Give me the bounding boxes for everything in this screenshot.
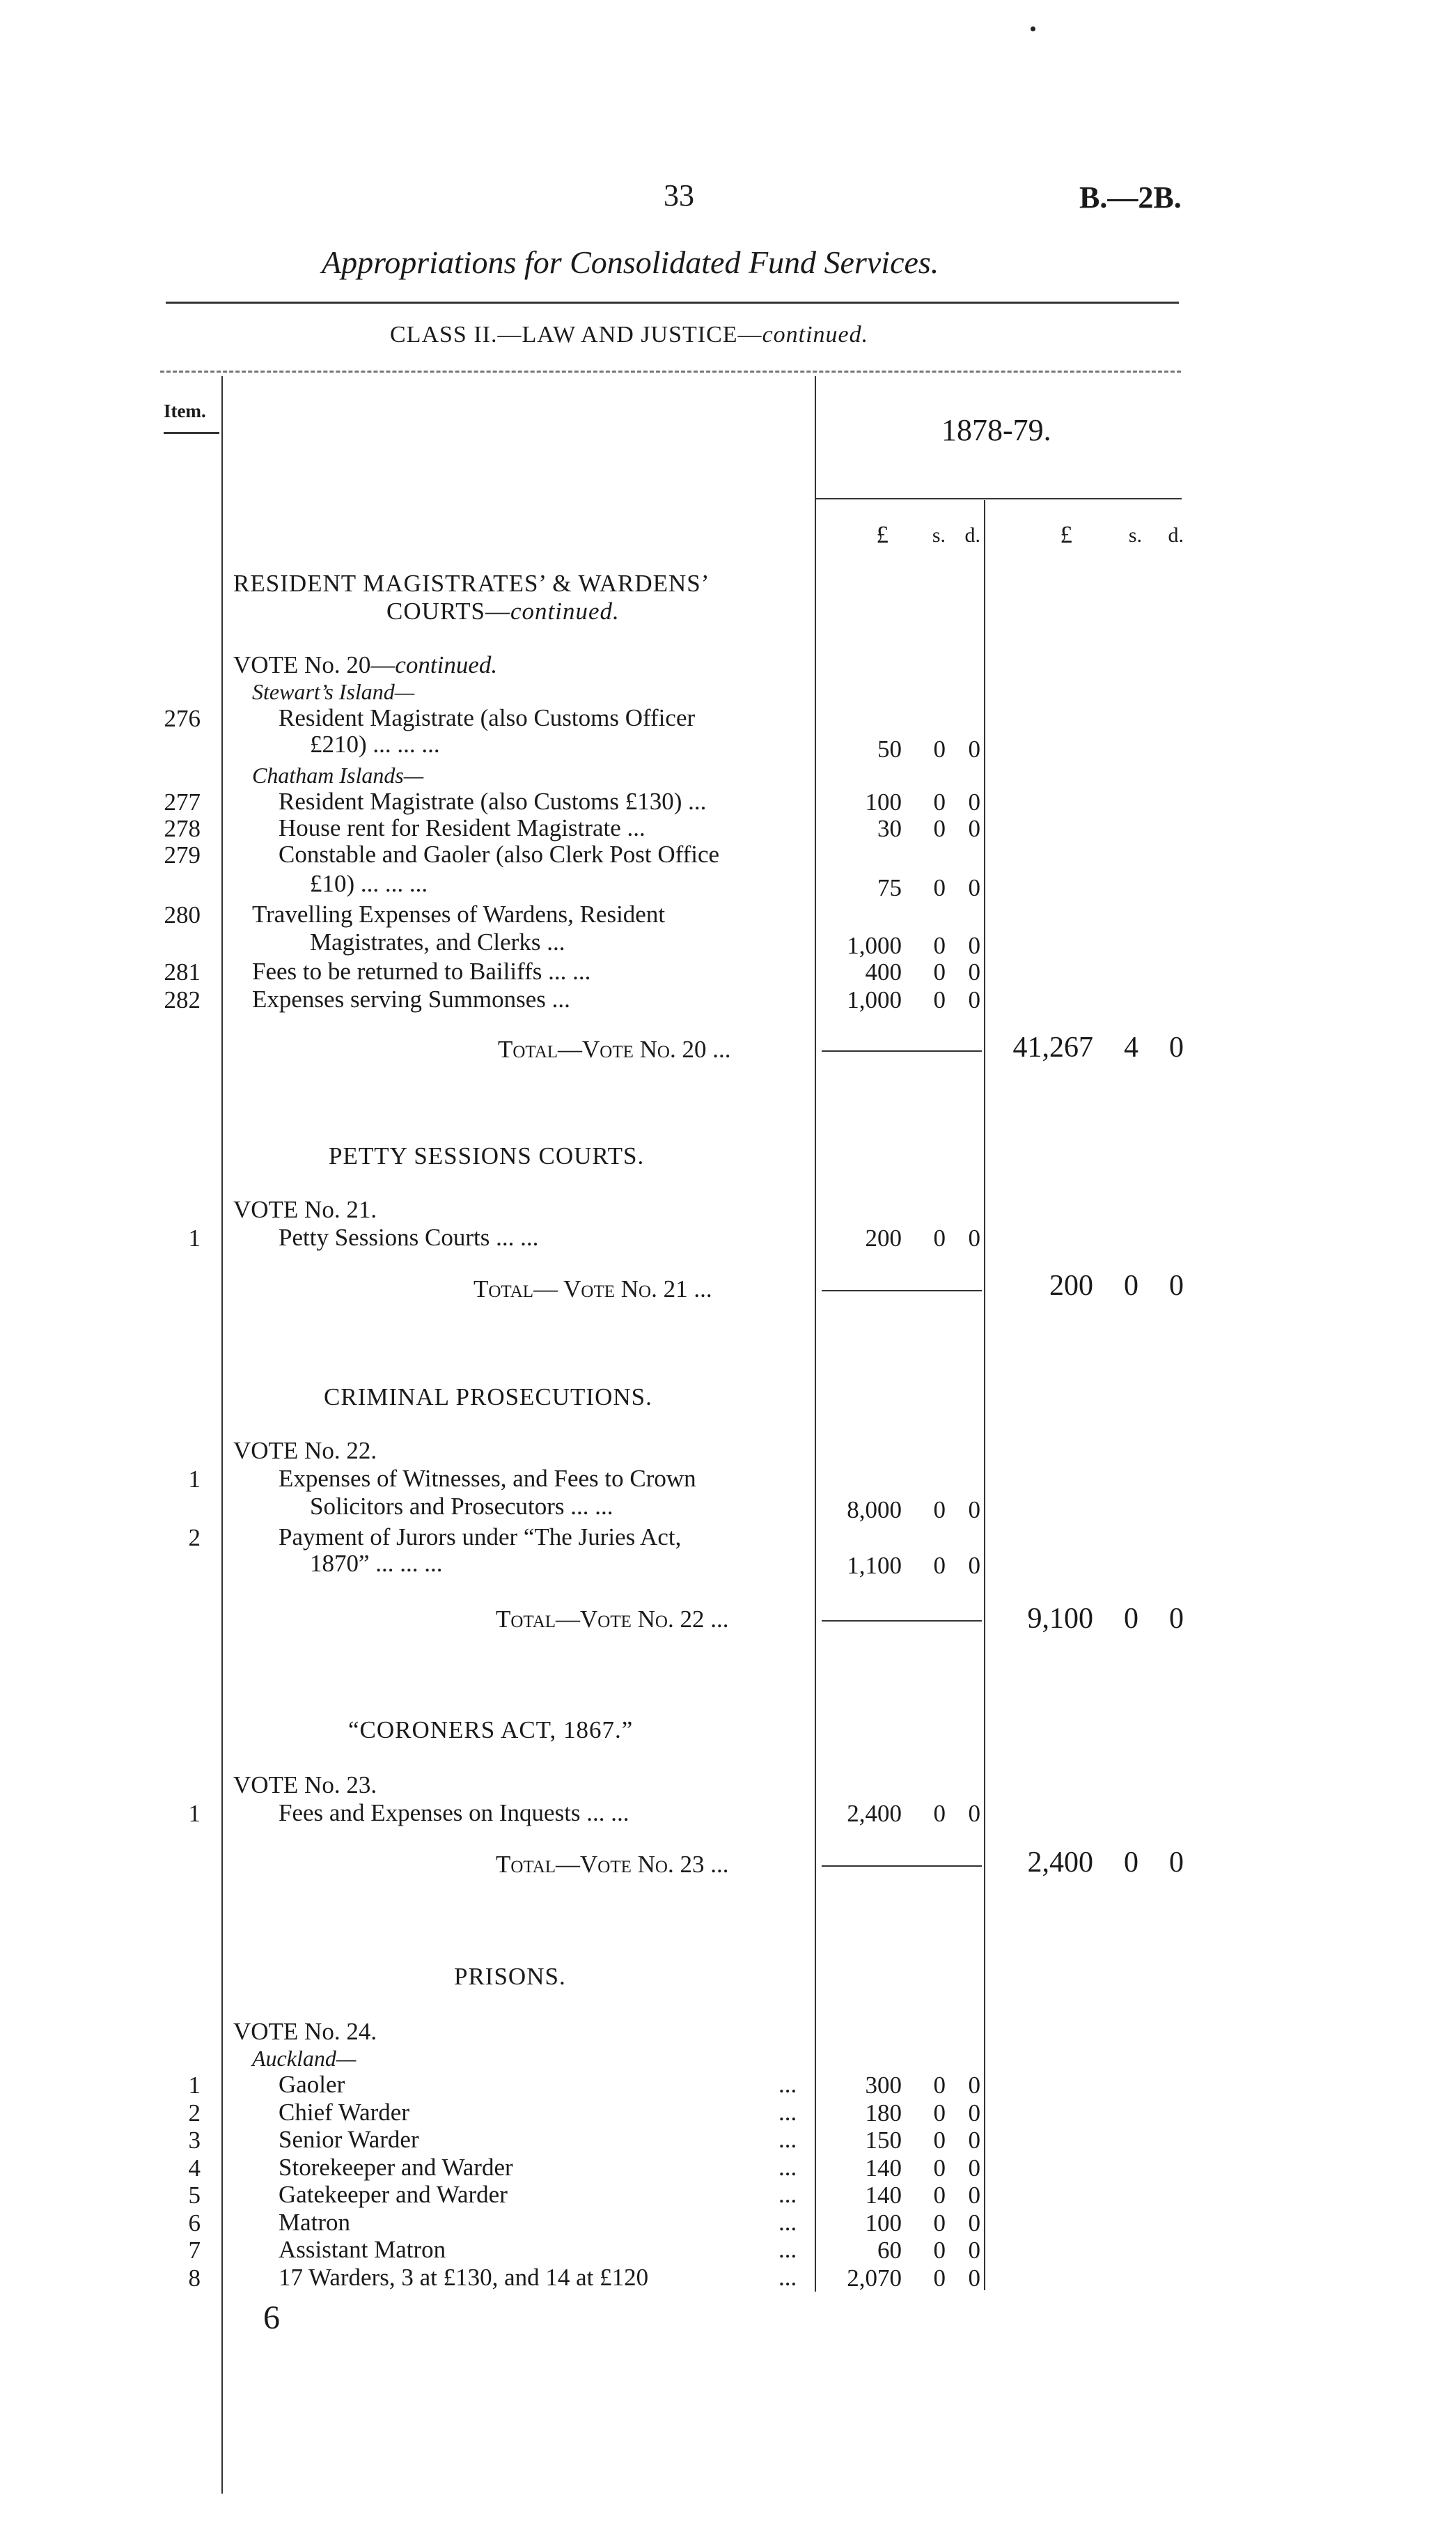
amount-pounds: 1,100 <box>847 1552 902 1579</box>
amount-shillings: 0 <box>933 2209 946 2237</box>
amount-pounds: 180 <box>865 2099 902 2127</box>
amount-pence: 0 <box>968 2099 980 2127</box>
class-rule <box>160 371 1181 373</box>
vote-23-heading: VOTE No. 23. <box>233 1771 377 1798</box>
amount-pounds: 1,000 <box>847 986 902 1013</box>
subheading-auckland: Auckland— <box>252 2046 357 2071</box>
section-heading-petty-sessions: PETTY SESSIONS COURTS. <box>329 1142 645 1169</box>
item-number: 282 <box>164 986 201 1013</box>
item-number: 4 <box>188 2154 201 2182</box>
pound-header: £ <box>876 521 889 548</box>
item-number: 2 <box>188 2099 201 2127</box>
item-number: 280 <box>164 901 201 928</box>
item-number: 1 <box>188 2071 201 2099</box>
amount-pounds: 75 <box>877 874 902 901</box>
leader-dots: ... <box>778 2071 797 2098</box>
vote-24-heading: VOTE No. 24. <box>233 2018 377 2045</box>
section-heading-resident-magistrates: RESIDENT MAGISTRATES’ & WARDENS’ <box>233 570 710 597</box>
amount-pounds: 30 <box>877 815 902 842</box>
amount-pounds: 8,000 <box>847 1496 902 1523</box>
amount-pence: 0 <box>968 958 980 986</box>
amount-shillings: 0 <box>933 1225 946 1252</box>
item-header-rule <box>164 432 219 434</box>
amount-pence: 0 <box>968 2071 980 2099</box>
amount-shillings: 0 <box>933 1552 946 1579</box>
amount-pounds: 2,070 <box>847 2264 902 2292</box>
amount-shillings: 0 <box>933 2264 946 2292</box>
row-description: Gatekeeper and Warder <box>279 2181 508 2208</box>
amount-pence: 0 <box>968 2182 980 2209</box>
pence-header: d. <box>964 524 980 547</box>
leader-dots: ... <box>778 2209 797 2236</box>
amount-pence: 0 <box>968 1496 980 1523</box>
item-number: 1 <box>188 1800 201 1827</box>
amount-pence: 0 <box>968 2209 980 2237</box>
row-description-cont: £210) ... ... ... <box>310 731 440 758</box>
total-vote-22-pounds: 9,100 <box>1027 1603 1093 1635</box>
row-description: Assistant Matron <box>279 2236 446 2263</box>
amount-pounds: 50 <box>877 736 902 763</box>
row-description: Resident Magistrate (also Customs £130) ... <box>279 788 707 815</box>
row-description: Storekeeper and Warder <box>279 2154 513 2181</box>
total-vote-20-shillings: 4 <box>1124 1032 1138 1064</box>
amount-pounds: 2,400 <box>847 1800 902 1827</box>
subheading-stewarts-island: Stewart’s Island— <box>252 679 415 704</box>
row-description: House rent for Resident Magistrate ... <box>279 814 645 841</box>
amount-shillings: 0 <box>933 736 946 763</box>
year-rule <box>816 498 1182 499</box>
total-pound-header: £ <box>1060 521 1072 548</box>
total-rule <box>822 1620 982 1622</box>
amount-pence: 0 <box>968 874 980 901</box>
row-description: 17 Warders, 3 at £130, and 14 at £120 <box>279 2264 649 2291</box>
document-reference: B.—2B. <box>1079 180 1182 215</box>
total-rule <box>822 1050 982 1052</box>
title-rule <box>166 302 1179 304</box>
amount-pence: 0 <box>968 932 980 959</box>
total-vote-20-pence: 0 <box>1169 1032 1184 1064</box>
amount-pence: 0 <box>968 1552 980 1579</box>
row-description: Expenses serving Summonses ... <box>252 986 570 1013</box>
amount-shillings: 0 <box>933 1800 946 1827</box>
amount-pounds: 300 <box>865 2071 902 2099</box>
row-description-cont: Magistrates, and Clerks ... <box>310 928 565 956</box>
section-heading-coroners-act: “CORONERS ACT, 1867.” <box>348 1716 634 1743</box>
vote-21-heading: VOTE No. 21. <box>233 1196 377 1223</box>
amount-pence: 0 <box>968 2237 980 2264</box>
class-heading: CLASS II.—LAW AND JUSTICE—continued. <box>390 322 869 348</box>
amount-pence: 0 <box>968 736 980 763</box>
leader-dots: ... <box>778 2181 797 2208</box>
row-description: Petty Sessions Courts ... ... <box>279 1224 539 1251</box>
amount-shillings: 0 <box>933 1496 946 1523</box>
leader-dots: ... <box>778 2236 797 2263</box>
total-rule <box>822 1865 982 1867</box>
section-heading-criminal-prosecutions: CRIMINAL PROSECUTIONS. <box>324 1383 652 1410</box>
total-vote-22-label: Total—Vote No. 22 ... <box>496 1606 729 1633</box>
item-number: 6 <box>188 2209 201 2237</box>
total-vote-23-pounds: 2,400 <box>1027 1847 1093 1879</box>
page-number: 33 <box>664 178 694 212</box>
amount-shillings: 0 <box>933 874 946 901</box>
leader-dots: ... <box>778 2099 797 2126</box>
amount-pence: 0 <box>968 2127 980 2154</box>
row-description: Travelling Expenses of Wardens, Resident <box>252 901 666 928</box>
signature-mark: 6 <box>263 2299 280 2336</box>
total-vote-21-shillings: 0 <box>1124 1270 1138 1302</box>
amount-pounds: 150 <box>865 2127 902 2154</box>
amount-pence: 0 <box>968 2264 980 2292</box>
total-rule <box>822 1290 982 1291</box>
amount-pounds: 140 <box>865 2182 902 2209</box>
amount-shillings: 0 <box>933 932 946 959</box>
ink-dot <box>1031 26 1035 31</box>
total-vote-21-pence: 0 <box>1169 1270 1184 1302</box>
item-column-divider <box>221 376 223 2494</box>
amount-pounds: 1,000 <box>847 932 902 959</box>
row-description: Constable and Gaoler (also Clerk Post Office <box>279 841 720 868</box>
item-number: 1 <box>188 1225 201 1252</box>
row-description: Gaoler <box>279 2071 345 2098</box>
row-description-cont: 1870” ... ... ... <box>310 1550 443 1577</box>
item-number: 3 <box>188 2127 201 2154</box>
leader-dots: ... <box>778 2126 797 2153</box>
row-description: Matron <box>279 2209 351 2236</box>
total-column-divider <box>984 500 985 2290</box>
amount-pence: 0 <box>968 1225 980 1252</box>
item-number: 2 <box>188 1524 201 1551</box>
amount-pence: 0 <box>968 1800 980 1827</box>
total-vote-23-pence: 0 <box>1169 1847 1184 1879</box>
amount-pounds: 200 <box>865 1225 902 1252</box>
item-number: 281 <box>164 958 201 986</box>
amount-pounds: 100 <box>865 788 902 816</box>
row-description: Expenses of Witnesses, and Fees to Crown <box>279 1465 696 1492</box>
total-vote-22-pence: 0 <box>1169 1603 1184 1635</box>
shilling-header: s. <box>932 524 946 547</box>
amount-shillings: 0 <box>933 958 946 986</box>
item-number: 1 <box>188 1466 201 1493</box>
year-heading: 1878-79. <box>941 413 1051 447</box>
leader-dots: ... <box>778 2264 797 2291</box>
amount-shillings: 0 <box>933 788 946 816</box>
item-number: 8 <box>188 2264 201 2292</box>
total-vote-21-pounds: 200 <box>1049 1270 1093 1302</box>
amount-pence: 0 <box>968 986 980 1013</box>
row-description: Chief Warder <box>279 2099 409 2126</box>
item-number: 277 <box>164 788 201 816</box>
item-column-header: Item. <box>164 401 206 421</box>
row-description-cont: Solicitors and Prosecutors ... ... <box>310 1493 613 1520</box>
amount-pounds: 60 <box>877 2237 902 2264</box>
total-vote-23-label: Total—Vote No. 23 ... <box>496 1851 729 1878</box>
amount-column-divider <box>815 376 816 2292</box>
amount-shillings: 0 <box>933 986 946 1013</box>
amount-pence: 0 <box>968 2154 980 2182</box>
total-vote-20-pounds: 41,267 <box>1012 1032 1093 1064</box>
row-description: Resident Magistrate (also Customs Officer <box>279 704 696 731</box>
vote-22-heading: VOTE No. 22. <box>233 1437 377 1464</box>
amount-shillings: 0 <box>933 2237 946 2264</box>
amount-shillings: 0 <box>933 2099 946 2127</box>
leader-dots: ... <box>778 2154 797 2181</box>
vote-20-heading: VOTE No. 20—continued. <box>233 651 498 678</box>
row-description: Senior Warder <box>279 2126 419 2153</box>
amount-shillings: 0 <box>933 2071 946 2099</box>
page-title: Appropriations for Consolidated Fund Services. <box>322 244 939 280</box>
amount-pounds: 140 <box>865 2154 902 2182</box>
item-number: 278 <box>164 815 201 842</box>
amount-shillings: 0 <box>933 815 946 842</box>
row-description: Payment of Jurors under “The Juries Act, <box>279 1523 682 1550</box>
total-shilling-header: s. <box>1128 524 1142 547</box>
item-number: 7 <box>188 2237 201 2264</box>
total-pence-header: d. <box>1168 524 1184 547</box>
amount-pounds: 100 <box>865 2209 902 2237</box>
total-vote-22-shillings: 0 <box>1124 1603 1138 1635</box>
amount-pounds: 400 <box>865 958 902 986</box>
section-heading-prisons: PRISONS. <box>454 1963 566 1990</box>
total-vote-21-label: Total— Vote No. 21 ... <box>473 1275 712 1303</box>
row-description: Fees and Expenses on Inquests ... ... <box>279 1799 629 1826</box>
total-vote-23-shillings: 0 <box>1124 1847 1138 1879</box>
amount-shillings: 0 <box>933 2154 946 2182</box>
row-description-cont: £10) ... ... ... <box>310 870 428 897</box>
item-number: 5 <box>188 2182 201 2209</box>
section-heading-continued: COURTS—continued. <box>386 598 620 625</box>
total-vote-20-label: Total—Vote No. 20 ... <box>498 1036 731 1063</box>
amount-shillings: 0 <box>933 2127 946 2154</box>
amount-pence: 0 <box>968 815 980 842</box>
amount-pence: 0 <box>968 788 980 816</box>
item-number: 279 <box>164 841 201 869</box>
row-description: Fees to be returned to Bailiffs ... ... <box>252 958 591 985</box>
subheading-chatham-islands: Chatham Islands— <box>252 763 424 788</box>
item-number: 276 <box>164 705 201 732</box>
amount-shillings: 0 <box>933 2182 946 2209</box>
